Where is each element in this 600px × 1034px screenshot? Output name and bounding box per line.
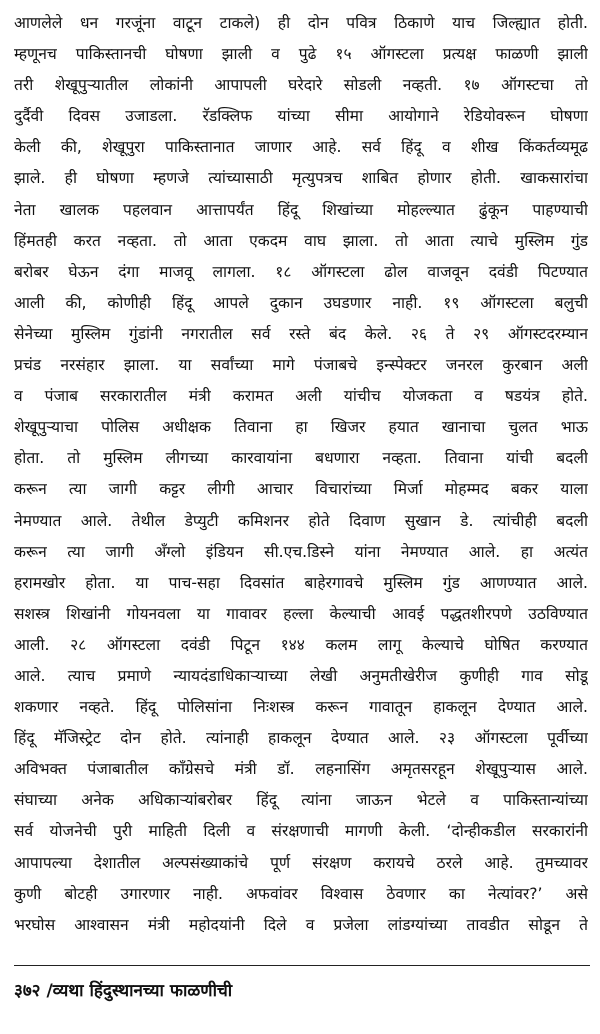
text-line: होता. तो मुस्लिम लीगच्या कारवायांना बधणारा नव्हता. तिवाना यांची बदली: [14, 449, 588, 468]
text-line: सशस्त्र शिखांनी गोयनवला या गावावर हल्ला केल्याची आवई पद्धतशीरपणे उठविण्यात: [14, 604, 588, 623]
text-line: दुर्दैवी दिवस उजाडला. रॅडक्लिफ यांच्या सीमा आयोगाने रेडियोवरून घोषणा: [14, 107, 588, 126]
text-line: शेखूपुऱ्याचा पोलिस अधीक्षक तिवाना हा खिजर हयात खानाचा चुलत भाऊ: [14, 418, 588, 437]
text-line: कुणी बोटही उगारणार नाही. अफवांवर विश्वास ठेवणार का नेत्यांवर?’ असे: [14, 884, 588, 903]
body-text: [14, 8, 588, 941]
footer-divider: [14, 965, 590, 966]
text-line: करून त्या जागी अँग्लो इंडियन सी.एच.डिस्ने यांना नेमण्यात आले. हा अत्यंत: [14, 542, 588, 561]
text-line: अविभक्त पंजाबातील काँग्रेसचे मंत्री डॉ. लहनासिंग अमृतसरहून शेखूपुऱ्यास आले.: [14, 760, 588, 779]
text-line: भरघोस आश्वासन मंत्री महोदयांनी दिले व प्रजेला लांडग्यांच्या तावडीत सोडून ते: [14, 915, 588, 934]
page-footer: ३७२ /व्यथा हिंदुस्थानच्या फाळणीची: [14, 981, 233, 1001]
text-line: झाले. ही घोषणा म्हणजे त्यांच्यासाठी मृत्युपत्रच शाबित होणार होती. खाकसारांचा: [14, 169, 588, 188]
text-line: बरोबर घेऊन दंगा माजवू लागला. १८ ऑगस्टला ढोल वाजवून दवंडी पिटण्यात: [14, 262, 588, 281]
text-line: आपापल्या देशातील अल्पसंख्याकांचे पूर्ण संरक्षण करायचे ठरले आहे. तुमच्यावर: [14, 853, 588, 872]
text-line: शकणार नव्हते. हिंदू पोलिसांना निःशस्त्र करून गावातून हाकलून देण्यात आले.: [14, 698, 588, 717]
text-line: हिंदू मॅजिस्ट्रेट दोन होते. त्यांनाही हाकलून देण्यात आले. २३ ऑगस्टला पूर्वीच्या: [14, 729, 588, 748]
text-line: आली. २८ ऑगस्टला दवंडी पिटून १४४ कलम लागू केल्याचे घोषित करण्यात: [14, 635, 588, 654]
text-line: व पंजाब सरकारातील मंत्री करामत अली यांचीच योजकता व षडयंत्र होते.: [14, 387, 588, 406]
text-line: आले. त्याच प्रमाणे न्यायदंडाधिकाऱ्याच्या लेखी अनुमतीखेरीज कुणीही गाव सोडू: [14, 666, 588, 685]
text-line: करून त्या जागी कट्टर लीगी आचार विचारांच्या मिर्जा मोहम्मद बकर याला: [14, 480, 588, 499]
text-line: आली की, कोणीही हिंदू आपले दुकान उघडणार नाही. १९ ऑगस्टला बलुची: [14, 293, 588, 312]
text-line: केली की, शेखूपुरा पाकिस्तानात जाणार आहे. सर्व हिंदू व शीख किंकर्तव्यमूढ: [14, 138, 588, 157]
text-line: प्रचंड नरसंहार झाला. या सर्वांच्या मागे पंजाबचे इन्स्पेक्टर जनरल कुरबान अली: [14, 356, 588, 375]
text-line: तरी शेखूपुऱ्यातील लोकांनी आपापली घरेदारे सोडली नव्हती. १७ ऑगस्टचा तो: [14, 76, 588, 95]
text-line: सर्व योजनेची पुरी माहिती दिली व संरक्षणाची मागणी केली. ‘दोन्हीकडील सरकारांनी: [14, 822, 588, 841]
text-line: नेमण्यात आले. तेथील डेप्युटी कमिशनर होते दिवाण सुखान डे. त्यांचीही बदली: [14, 511, 588, 530]
text-line: संघाच्या अनेक अधिकाऱ्यांबरोबर हिंदू त्यांना जाऊन भेटले व पाकिस्तान्यांच्या: [14, 791, 588, 810]
text-line: सेनेच्या मुस्लिम गुंडांनी नगरातील सर्व रस्ते बंद केले. २६ ते २९ ऑगस्टदरम्यान: [14, 324, 588, 343]
text-line: म्हणूनच पाकिस्तानची घोषणा झाली व पुढे १५ ऑगस्टला प्रत्यक्ष फाळणी झाली: [14, 45, 588, 64]
text-line: हरामखोर होता. या पाच-सहा दिवसांत बाहेरगावचे मुस्लिम गुंड आणण्यात आले.: [14, 573, 588, 592]
text-line: आणलेले धन गरजूंना वाटून टाकले) ही दोन पवित्र ठिकाणे याच जिल्ह्यात होती.: [14, 14, 588, 32]
text-line: हिंमतही करत नव्हता. तो आता एकदम वाघ झाला. तो आता त्याचे मुस्लिम गुंड: [14, 231, 588, 250]
text-line: नेता खालक पहलवान आत्तापर्यंत हिंदू शिखांच्या मोहल्ल्यात ढुंकून पाहण्याची: [14, 200, 588, 219]
